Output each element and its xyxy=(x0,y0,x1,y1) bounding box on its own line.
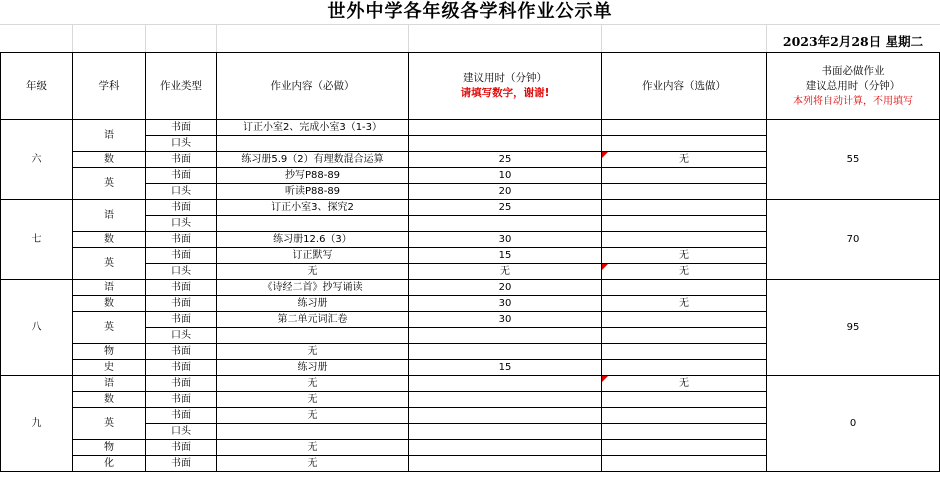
optional-text: 无 xyxy=(679,153,689,165)
optional-cell[interactable] xyxy=(602,440,767,456)
content-cell[interactable] xyxy=(217,424,409,440)
total-cell[interactable]: 55 xyxy=(767,120,940,200)
content-cell[interactable]: 无 xyxy=(217,392,409,408)
page-title: 世外中学各年级各学科作业公示单 xyxy=(327,1,613,22)
type-cell[interactable]: 口头 xyxy=(146,184,217,200)
sheet-gridline xyxy=(145,25,146,52)
header-total-line1: 书面必做作业 xyxy=(821,64,885,77)
time-cell[interactable] xyxy=(409,216,602,232)
table-row xyxy=(1,280,940,296)
time-cell[interactable] xyxy=(409,344,602,360)
content-cell[interactable]: 无 xyxy=(217,456,409,472)
total-cell[interactable]: 70 xyxy=(767,200,940,280)
optional-cell[interactable]: 无 xyxy=(602,296,767,312)
grade-cell[interactable]: 九 xyxy=(1,376,73,472)
time-cell[interactable]: 15 xyxy=(409,360,602,376)
comment-marker-icon[interactable] xyxy=(602,376,608,382)
type-cell[interactable]: 书面 xyxy=(146,344,217,360)
optional-cell[interactable] xyxy=(602,344,767,360)
time-cell[interactable]: 30 xyxy=(409,312,602,328)
subject-cell[interactable]: 物 xyxy=(73,440,146,456)
content-cell[interactable]: 无 xyxy=(217,440,409,456)
content-cell[interactable]: 听读P88-89 xyxy=(217,184,409,200)
table-row xyxy=(1,376,940,392)
header-grade[interactable]: 年级 xyxy=(1,53,73,120)
header-time-label: 建议用时（分钟） xyxy=(463,72,547,84)
optional-cell[interactable] xyxy=(602,184,767,200)
time-cell[interactable] xyxy=(409,440,602,456)
time-cell[interactable]: 20 xyxy=(409,280,602,296)
content-cell[interactable] xyxy=(217,216,409,232)
optional-cell[interactable] xyxy=(602,360,767,376)
type-cell[interactable]: 书面 xyxy=(146,280,217,296)
header-content-optional[interactable]: 作业内容（选做） xyxy=(602,53,767,120)
content-cell[interactable]: 订正小室3、探究2 xyxy=(217,200,409,216)
header-row xyxy=(1,53,940,120)
optional-cell[interactable] xyxy=(602,264,767,280)
content-cell[interactable]: 订正小室2、完成小室3（1-3） xyxy=(217,120,409,136)
time-cell[interactable] xyxy=(409,456,602,472)
optional-cell[interactable] xyxy=(602,376,767,392)
time-cell[interactable] xyxy=(409,408,602,424)
sheet-gridline xyxy=(216,25,217,52)
content-cell[interactable]: 订正默写 xyxy=(217,248,409,264)
optional-cell[interactable]: 无 xyxy=(602,248,767,264)
time-cell[interactable]: 30 xyxy=(409,232,602,248)
type-cell[interactable]: 书面 xyxy=(146,360,217,376)
optional-cell[interactable] xyxy=(602,216,767,232)
type-cell[interactable]: 书面 xyxy=(146,152,217,168)
type-cell[interactable]: 口头 xyxy=(146,328,217,344)
time-cell[interactable] xyxy=(409,120,602,136)
optional-cell[interactable] xyxy=(602,408,767,424)
type-cell[interactable]: 书面 xyxy=(146,376,217,392)
subject-cell[interactable]: 语 xyxy=(73,200,146,232)
time-cell[interactable]: 30 xyxy=(409,296,602,312)
header-total-note: 本列将自动计算，不用填写 xyxy=(793,95,913,107)
optional-cell[interactable] xyxy=(602,232,767,248)
time-cell[interactable]: 25 xyxy=(409,152,602,168)
content-cell[interactable] xyxy=(217,328,409,344)
subject-cell[interactable]: 数 xyxy=(73,232,146,248)
content-cell[interactable]: 抄写P88-89 xyxy=(217,168,409,184)
sheet-gridline xyxy=(0,24,940,25)
type-cell[interactable]: 书面 xyxy=(146,200,217,216)
header-total-line2: 建议总用时（分钟） xyxy=(805,79,901,92)
type-cell[interactable]: 书面 xyxy=(146,392,217,408)
optional-cell[interactable] xyxy=(602,120,767,136)
content-cell[interactable]: 练习册12.6（3） xyxy=(217,232,409,248)
header-total[interactable] xyxy=(767,53,940,120)
subject-cell[interactable]: 英 xyxy=(73,408,146,440)
optional-cell[interactable] xyxy=(602,280,767,296)
time-cell[interactable] xyxy=(409,136,602,152)
optional-cell[interactable] xyxy=(602,424,767,440)
type-cell[interactable]: 书面 xyxy=(146,440,217,456)
type-cell[interactable]: 口头 xyxy=(146,216,217,232)
optional-cell[interactable] xyxy=(602,328,767,344)
optional-cell[interactable] xyxy=(602,168,767,184)
table-row xyxy=(1,120,940,136)
subject-cell[interactable]: 物 xyxy=(73,344,146,360)
content-cell[interactable] xyxy=(217,136,409,152)
content-cell[interactable]: 练习册5.9（2）有理数混合运算 xyxy=(217,152,409,168)
time-cell[interactable]: 15 xyxy=(409,248,602,264)
type-cell[interactable]: 口头 xyxy=(146,424,217,440)
content-cell[interactable]: 练习册 xyxy=(217,296,409,312)
time-cell[interactable]: 20 xyxy=(409,184,602,200)
content-cell[interactable]: 无 xyxy=(217,408,409,424)
header-type[interactable]: 作业类型 xyxy=(146,53,217,120)
sheet-gridline xyxy=(601,25,602,52)
date-cell[interactable]: 2023年2月28日 星期二 xyxy=(782,34,924,49)
type-cell[interactable]: 书面 xyxy=(146,408,217,424)
grade-cell[interactable]: 六 xyxy=(1,120,73,200)
optional-cell[interactable] xyxy=(602,200,767,216)
time-cell[interactable] xyxy=(409,376,602,392)
optional-cell[interactable] xyxy=(602,152,767,168)
type-cell[interactable]: 书面 xyxy=(146,168,217,184)
type-cell[interactable]: 书面 xyxy=(146,296,217,312)
content-cell[interactable]: 第二单元词汇卷 xyxy=(217,312,409,328)
subject-cell[interactable]: 语 xyxy=(73,280,146,296)
subject-cell[interactable]: 化 xyxy=(73,456,146,472)
subject-cell[interactable]: 史 xyxy=(73,360,146,376)
type-cell[interactable]: 书面 xyxy=(146,120,217,136)
header-time-note: 请填写数字，谢谢! xyxy=(460,87,550,99)
subject-cell[interactable]: 数 xyxy=(73,296,146,312)
optional-cell[interactable] xyxy=(602,456,767,472)
header-subject[interactable]: 学科 xyxy=(73,53,146,120)
subject-cell[interactable]: 英 xyxy=(73,248,146,280)
optional-text: 无 xyxy=(679,377,689,389)
content-cell[interactable]: 无 xyxy=(217,264,409,280)
subject-cell[interactable]: 数 xyxy=(73,392,146,408)
subject-cell[interactable]: 数 xyxy=(73,152,146,168)
grade-cell[interactable]: 七 xyxy=(1,200,73,280)
subject-cell[interactable]: 英 xyxy=(73,168,146,200)
sheet-gridline xyxy=(72,25,73,52)
content-cell[interactable]: 无 xyxy=(217,344,409,360)
header-content-required[interactable]: 作业内容（必做） xyxy=(217,53,409,120)
subject-cell[interactable]: 英 xyxy=(73,312,146,344)
subject-cell[interactable]: 语 xyxy=(73,120,146,152)
sheet-gridline xyxy=(408,25,409,52)
time-cell[interactable] xyxy=(409,328,602,344)
homework-table xyxy=(0,52,940,472)
optional-cell[interactable] xyxy=(602,392,767,408)
comment-marker-icon[interactable] xyxy=(602,152,608,158)
optional-cell[interactable] xyxy=(602,312,767,328)
time-cell[interactable]: 无 xyxy=(409,264,602,280)
time-cell[interactable]: 25 xyxy=(409,200,602,216)
comment-marker-icon[interactable] xyxy=(602,264,608,270)
total-cell[interactable]: 0 xyxy=(767,376,940,472)
type-cell[interactable]: 书面 xyxy=(146,456,217,472)
subject-cell[interactable]: 语 xyxy=(73,376,146,392)
time-cell[interactable] xyxy=(409,424,602,440)
type-cell[interactable]: 口头 xyxy=(146,136,217,152)
total-cell[interactable]: 95 xyxy=(767,280,940,376)
content-cell[interactable]: 练习册 xyxy=(217,360,409,376)
type-cell[interactable]: 口头 xyxy=(146,264,217,280)
header-time[interactable] xyxy=(409,53,602,120)
type-cell[interactable]: 书面 xyxy=(146,312,217,328)
type-cell[interactable]: 书面 xyxy=(146,248,217,264)
type-cell[interactable]: 书面 xyxy=(146,232,217,248)
optional-text: 无 xyxy=(679,265,689,277)
grade-cell[interactable]: 八 xyxy=(1,280,73,376)
time-cell[interactable]: 10 xyxy=(409,168,602,184)
optional-cell[interactable] xyxy=(602,136,767,152)
content-cell[interactable]: 《诗经二首》抄写诵读 xyxy=(217,280,409,296)
table-row xyxy=(1,200,940,216)
time-cell[interactable] xyxy=(409,392,602,408)
content-cell[interactable]: 无 xyxy=(217,376,409,392)
